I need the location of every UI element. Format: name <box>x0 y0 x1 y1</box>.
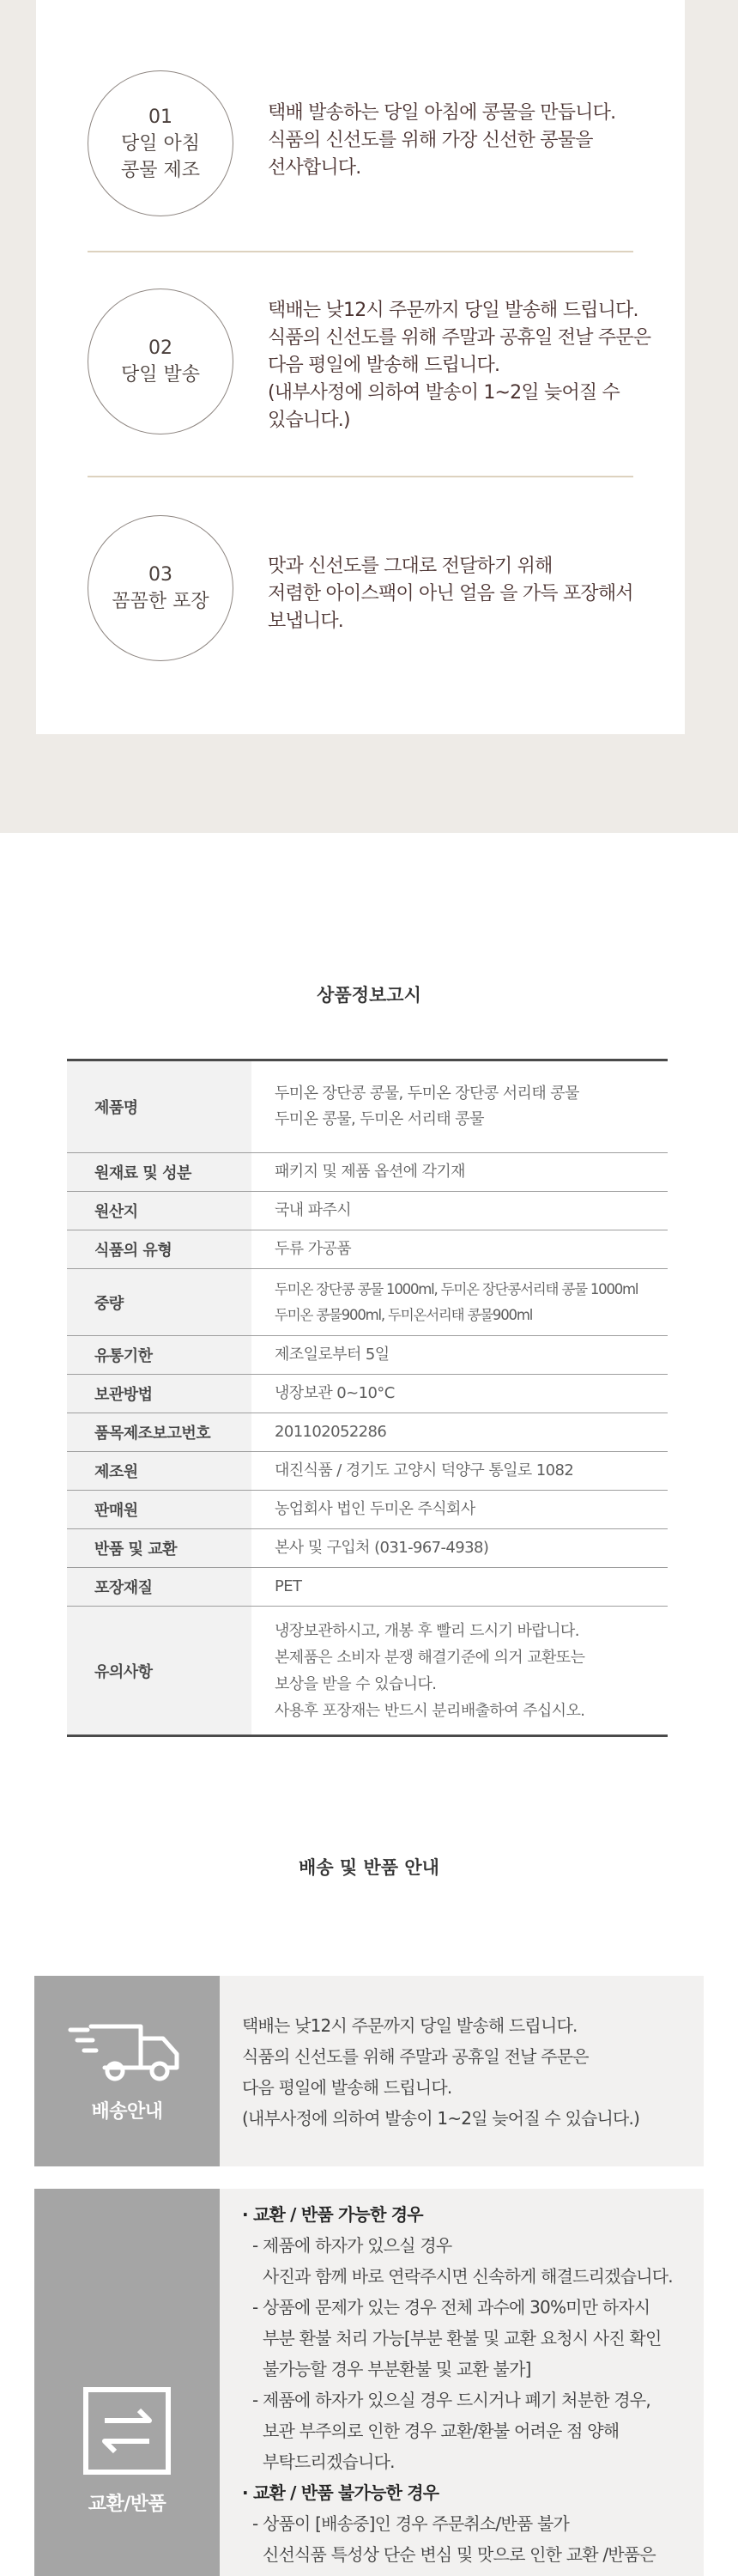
row-label: 유통기한 <box>67 1336 251 1374</box>
table-row <box>67 1451 668 1490</box>
table-row <box>67 1528 668 1567</box>
return-content <box>242 2199 673 2570</box>
row-value <box>251 1230 668 1268</box>
return-side-panel <box>34 2189 220 2576</box>
table-row <box>67 1567 668 1606</box>
row-value <box>251 1269 668 1335</box>
value-line: PET <box>275 1577 302 1595</box>
step-line: (내부사정에 의하여 발송이 1~2일 늦어질 수 <box>268 382 620 404</box>
value-line: 두류 가공품 <box>275 1240 352 1258</box>
table-row <box>67 1230 668 1268</box>
shipping-line: 식품의 신선도를 위해 주말과 공휴일 전날 주문은 <box>242 2046 589 2067</box>
value-line: 대진식품 / 경기도 고양시 덕양구 통일로 1082 <box>275 1461 574 1479</box>
return-line: 부분 환불 처리 가능[부분 환불 및 교환 요청시 사진 확인 <box>263 2328 662 2348</box>
row-value <box>251 1568 668 1606</box>
step-line: 식품의 신선도를 위해 가장 신선한 콩물을 <box>268 130 593 151</box>
return-line: 불가능할 경우 부분환불 및 교환 불가] <box>263 2359 531 2379</box>
return-heading: · 교환 / 반품 불가능한 경우 <box>242 2482 439 2503</box>
return-line: 부탁드리겠습니다. <box>263 2451 395 2472</box>
process-section <box>0 0 738 833</box>
return-line: - 제품에 하자가 있으실 경우 <box>252 2235 452 2256</box>
table-row <box>67 1606 668 1735</box>
product-info-table <box>67 1059 668 1737</box>
step-line: 저렴한 아이스팩이 아닌 얼음 을 가득 포장해서 <box>268 583 633 605</box>
table-row <box>67 1061 668 1152</box>
value-line: 보상을 받을 수 있습니다. <box>275 1674 437 1693</box>
step-title: 당일 발송 <box>120 364 200 386</box>
shipping-content <box>242 2010 639 2134</box>
return-line: 신선식품 특성상 단순 변심 및 맛으로 인한 교환 /반품은 <box>263 2544 656 2565</box>
step-number: 03 <box>148 564 172 586</box>
table-row <box>67 1191 668 1230</box>
row-label: 반품 및 교환 <box>67 1529 251 1567</box>
return-line: 사진과 함께 바로 연락주시면 신속하게 해결드리겠습니다. <box>263 2266 673 2287</box>
step-line: 보냅니다. <box>268 611 344 632</box>
return-guide <box>34 2189 704 2576</box>
step-line: 택배 발송하는 당일 아침에 콩물을 만듭니다. <box>268 102 616 124</box>
return-heading: · 교환 / 반품 가능한 경우 <box>242 2204 423 2225</box>
step-line: 다음 평일에 발송해 드립니다. <box>268 355 500 376</box>
return-label: 교환/반품 <box>88 2494 166 2515</box>
guide-title: 배송 및 반품 안내 <box>299 1857 439 1878</box>
step-title: 꼼꼼한 포장 <box>112 591 209 612</box>
step-line: 있습니다.) <box>268 410 350 431</box>
step-title: 콩물 제조 <box>120 159 200 181</box>
row-label: 유의사항 <box>67 1607 251 1735</box>
table-row <box>67 1413 668 1451</box>
process-step-3 <box>88 515 637 661</box>
step-line: 택배는 낮12시 주문까지 당일 발송해 드립니다. <box>268 300 638 321</box>
table-row <box>67 1490 668 1528</box>
row-label: 보관방법 <box>67 1375 251 1413</box>
return-line: - 상품이 [배송중]인 경우 주문취소/반품 불가 <box>252 2513 569 2534</box>
shipping-side-panel <box>34 1976 220 2166</box>
row-label: 제조원 <box>67 1452 251 1490</box>
value-line: 두미온 콩물900ml, 두미온서리태 콩물900ml <box>275 1306 533 1323</box>
row-value <box>251 1375 668 1413</box>
row-value <box>251 1061 668 1152</box>
delivery-truck-icon <box>67 2020 187 2083</box>
value-line: 201102052286 <box>275 1423 387 1441</box>
row-value <box>251 1491 668 1528</box>
row-value <box>251 1192 668 1230</box>
step-number: 01 <box>148 106 172 128</box>
step-description <box>268 553 633 635</box>
row-label: 원산지 <box>67 1192 251 1230</box>
row-value <box>251 1336 668 1374</box>
step-description <box>268 297 650 434</box>
row-label: 포장재질 <box>67 1568 251 1606</box>
step-description <box>268 100 615 182</box>
return-line: - 제품에 하자가 있으실 경우 드시거나 폐기 처분한 경우, <box>252 2390 650 2410</box>
row-label: 판매원 <box>67 1491 251 1528</box>
return-line: 보관 부주의로 인한 경우 교환/환불 어려운 점 양해 <box>263 2421 620 2441</box>
exchange-arrows-icon <box>82 2386 172 2476</box>
process-card <box>36 0 685 734</box>
row-label: 제품명 <box>67 1061 251 1152</box>
row-label: 식품의 유형 <box>67 1230 251 1268</box>
step-line: 맛과 신선도를 그대로 전달하기 위해 <box>268 556 553 577</box>
step-number: 02 <box>148 337 172 359</box>
row-label: 중량 <box>67 1269 251 1335</box>
value-line: 농업회사 법인 두미온 주식회사 <box>275 1500 475 1518</box>
value-line: 본제품은 소비자 분쟁 해결기준에 의거 교환또는 <box>275 1648 585 1667</box>
step-badge <box>88 515 233 661</box>
value-line: 두미온 장단콩 콩물, 두미온 장단콩 서리태 콩물 <box>275 1084 579 1103</box>
process-step-1 <box>88 70 637 216</box>
value-line: 본사 및 구입처 (031-967-4938) <box>275 1539 489 1557</box>
shipping-guide <box>34 1976 704 2166</box>
step-line: 선사합니다. <box>268 157 361 179</box>
table-row <box>67 1268 668 1335</box>
value-line: 제조일로부터 5일 <box>275 1346 390 1364</box>
table-row <box>67 1152 668 1191</box>
table-row <box>67 1374 668 1413</box>
row-value <box>251 1529 668 1567</box>
row-label: 원재료 및 성분 <box>67 1153 251 1191</box>
step-badge <box>88 289 233 434</box>
shipping-label: 배송안내 <box>91 2100 163 2123</box>
step-badge <box>88 70 233 216</box>
value-line: 냉장보관 0~10°C <box>275 1384 395 1402</box>
return-line: - 상품에 문제가 있는 경우 전체 과수에 30%미만 하자시 <box>252 2297 650 2318</box>
table-row <box>67 1335 668 1374</box>
value-line: 두미온 장단콩 콩물 1000ml, 두미온 장단콩서리태 콩물 1000ml <box>275 1280 638 1297</box>
row-value <box>251 1153 668 1191</box>
row-label: 품목제조보고번호 <box>67 1413 251 1451</box>
step-line: 식품의 신선도를 위해 주말과 공휴일 전날 주문은 <box>268 327 651 349</box>
row-value <box>251 1452 668 1490</box>
value-line: 두미온 콩물, 두미온 서리태 콩물 <box>275 1110 484 1128</box>
value-line: 사용후 포장재는 반드시 분리배출하여 주십시오. <box>275 1701 585 1720</box>
step-title: 당일 아침 <box>120 132 200 155</box>
value-line: 패키지 및 제품 옵션에 각기재 <box>275 1163 465 1181</box>
row-value <box>251 1607 668 1735</box>
value-line: 국내 파주시 <box>275 1201 352 1219</box>
row-value <box>251 1413 668 1451</box>
value-line: 냉장보관하시고, 개봉 후 빨리 드시기 바랍니다. <box>275 1621 579 1640</box>
shipping-line: 택배는 낮12시 주문까지 당일 발송해 드립니다. <box>242 2015 578 2036</box>
shipping-line: (내부사정에 의하여 발송이 1~2일 늦어질 수 있습니다.) <box>242 2108 640 2129</box>
step-divider <box>88 476 633 477</box>
step-divider <box>88 251 633 252</box>
info-title: 상품정보고시 <box>317 985 421 1005</box>
shipping-line: 다음 평일에 발송해 드립니다. <box>242 2077 452 2098</box>
process-step-2 <box>88 289 651 434</box>
